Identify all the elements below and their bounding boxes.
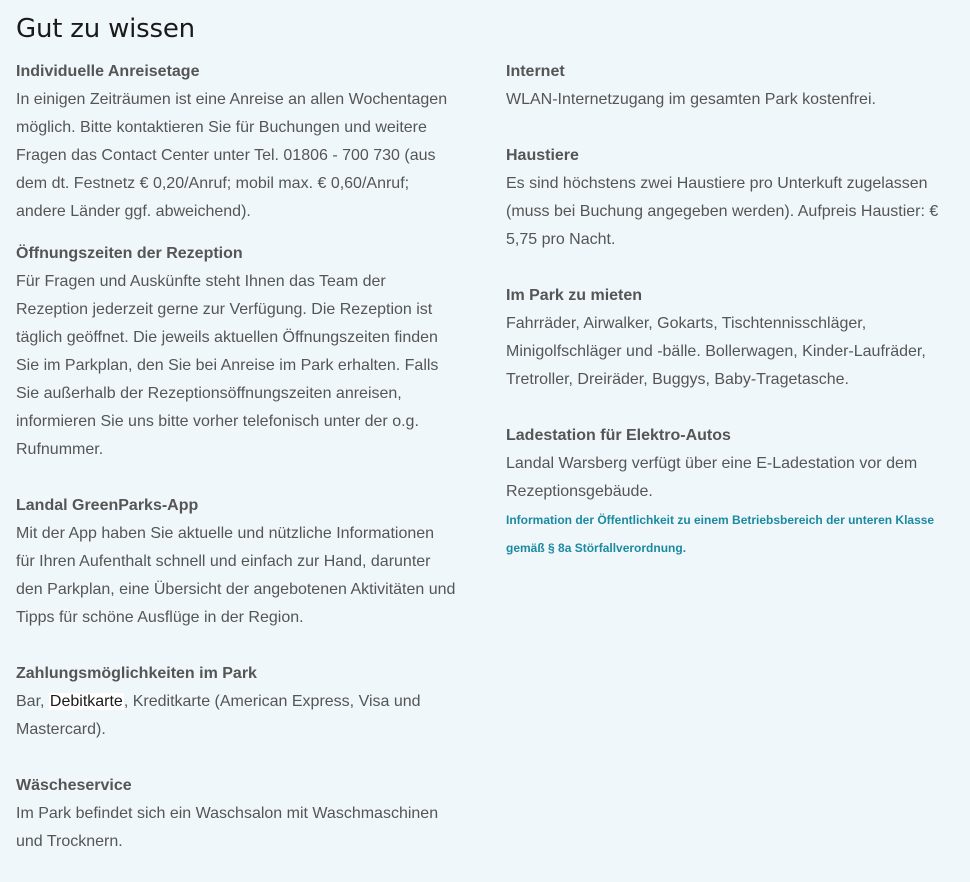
section-body-zahlung [16,688,456,744]
section-body-internet: WLAN-Internetzugang im gesamten Park kostenfrei. [506,91,876,108]
right-column [506,58,946,562]
section-anreisetage [16,58,456,226]
section-title-internet: Internet [506,63,565,80]
section-body-rezeption: Für Fragen und Auskünfte steht Ihnen das Team der Rezeption jederzeit gerne zur Verfügung. Die Rezeption ist täglich geöffnet. Die jeweils aktuellen Öffnungszeiten finden Sie im Parkplan, den Sie bei Anreise im Park erhalten. Falls Sie außerhalb der Rezeptionsöffnungszeiten anreisen, informieren Sie uns bitte vorher telefonisch unter der o.g. Rufnummer. [16,273,439,458]
section-haustiere [506,142,946,254]
section-title-zahlung: Zahlungsmöglichkeiten im Park [16,665,257,682]
section-title-ladestation: Ladestation für Elektro-Autos [506,427,731,444]
section-body-haustiere: Es sind höchstens zwei Haustiere pro Unterkuft zugelassen (muss bei Buchung angegeben werden). Aufpreis Haustier: € 5,75 pro Nacht. [506,175,939,248]
section-waesche [16,772,456,856]
section-body-waesche: Im Park befindet sich ein Waschsalon mit Waschmaschinen und Trocknern. [16,805,439,850]
section-title-rezeption: Öffnungszeiten der Rezeption [16,245,243,262]
section-app [16,492,456,632]
section-title-app: Landal GreenParks-App [16,497,199,514]
section-title-anreisetage: Individuelle Anreisetage [16,63,200,80]
section-zahlung [16,660,456,744]
section-mieten [506,282,946,394]
section-ladestation [506,422,946,562]
section-title-waesche: Wäscheservice [16,777,132,794]
section-body-ladestation: Landal Warsberg verfügt über eine E-Ladestation vor dem Rezeptionsgebäude. [506,455,918,500]
stoerfall-info-link[interactable]: Information der Öffentlichkeit zu einem Betriebsbereich der unteren Klasse gemäß § 8a Störfallverordnung. [506,513,935,555]
zahlung-text-before: Bar, [16,693,49,710]
page-title: Gut zu wissen [16,14,195,44]
section-body-app: Mit der App haben Sie aktuelle und nützliche Informationen für Ihren Aufenthalt schnell und einfach zur Hand, darunter den Parkplan, eine Übersicht der angebotenen Aktivitäten und Tipps für schöne Ausflüge in der Region. [16,525,456,626]
zahlung-text-after: , Kreditkarte (American Express, Visa und Mastercard). [16,693,421,738]
section-title-mieten: Im Park zu mieten [506,287,643,304]
section-rezeption [16,240,456,464]
left-column [16,58,456,856]
section-title-haustiere: Haustiere [506,147,579,164]
section-body-anreisetage: In einigen Zeiträumen ist eine Anreise an allen Wochentagen möglich. Bitte kontaktieren Sie für Buchungen und weitere Fragen das Contact Center unter Tel. 01806 - 700 730 (aus dem dt. Festnetz € 0,20/Anruf; mobil max. € 0,60/Anruf; andere Länder ggf. abweichend). [16,91,448,220]
section-body-mieten: Fahrräder, Airwalker, Gokarts, Tischtennisschläger, Minigolfschläger und -bälle. Bollerwagen, Kinder-Laufräder, Tretroller, Dreiräder, Buggys, Baby-Tragetasche. [506,315,926,388]
debitkarte-highlight: Debitkarte [49,693,123,710]
section-internet [506,58,946,114]
